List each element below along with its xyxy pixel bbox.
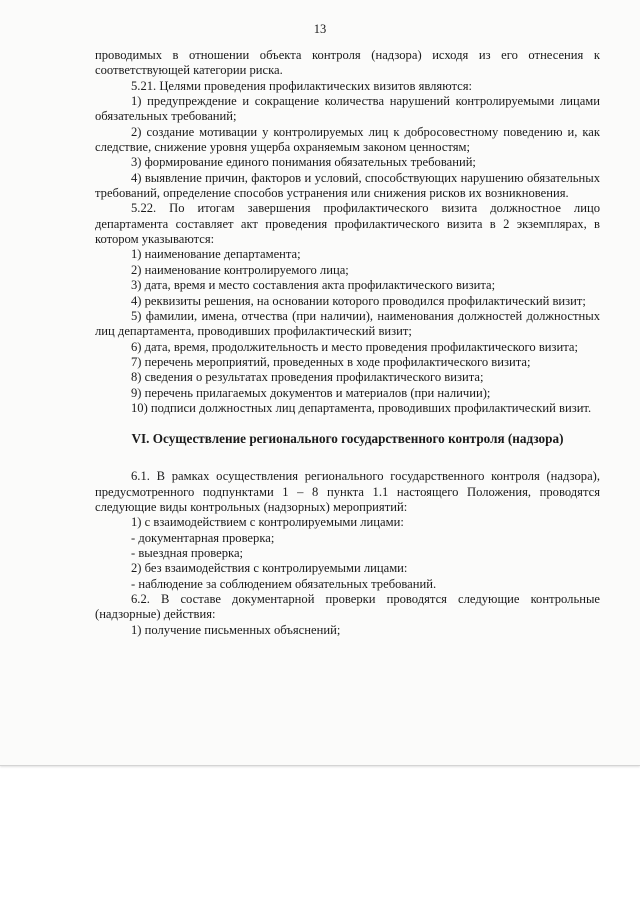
document-body xyxy=(95,48,600,638)
list-item: 3) дата, время и место составления акта профилактического визита; xyxy=(131,278,496,293)
list-item: 6) дата, время, продолжительность и место проведения профилактического визита; xyxy=(131,339,578,354)
list-item: 5) фамилии, имена, отчества (при наличии), наименования должностей должностных лиц департамента, проводивших профилактический визит; xyxy=(95,308,600,339)
list-item: 1) получение письменных объяснений; xyxy=(131,622,341,637)
list-item: 1) наименование департамента; xyxy=(131,247,301,262)
list-item: 1) с взаимодействием с контролируемыми лицами: xyxy=(131,515,404,530)
paragraph-5-22: 5.22. По итогам завершения профилактического визита должностное лицо департамента составляет акт проведения профилактического визита в 2 экземплярах, в котором указываются: xyxy=(95,201,600,247)
list-item: 8) сведения о результатах проведения профилактического визита; xyxy=(131,370,484,385)
paragraph-6-2: 6.2. В составе документарной проверки проводятся следующие контрольные (надзорные) действия: xyxy=(95,592,600,622)
page-number: 13 xyxy=(313,22,327,36)
paragraph: проводимых в отношении объекта контроля (надзора) исходя из его отнесения к соответствующей категории риска. xyxy=(95,48,600,78)
list-item: 3) формирование единого понимания обязательных требований; xyxy=(131,155,476,170)
list-item: 1) предупреждение и сокращение количества нарушений контролируемыми лицами обязательных требований; xyxy=(95,94,600,124)
section-heading: VI. Осуществление регионального государственного контроля (надзора) xyxy=(131,431,564,447)
list-item: 9) перечень прилагаемых документов и материалов (при наличии); xyxy=(131,385,491,400)
list-item: 2) наименование контролируемого лица; xyxy=(131,262,349,277)
list-item: - выездная проверка; xyxy=(131,545,244,560)
list-item: 10) подписи должностных лиц департамента, проводивших профилактический визит. xyxy=(131,400,592,415)
list-item: 4) реквизиты решения, на основании которого проводился профилактический визит; xyxy=(131,293,586,308)
list-item: 2) без взаимодействия с контролируемыми лицами: xyxy=(131,561,408,576)
list-item: 7) перечень мероприятий, проведенных в ходе профилактического визита; xyxy=(131,354,531,369)
paragraph-5-21: 5.21. Целями проведения профилактических визитов являются: xyxy=(131,78,472,93)
list-item: - документарная проверка; xyxy=(131,530,275,545)
list-item: - наблюдение за соблюдением обязательных требований. xyxy=(131,576,437,591)
paragraph-6-1: 6.1. В рамках осуществления регионального государственного контроля (надзора), предусмотренного подпунктами 1 – 8 пункта 1.1 настоящего Положения, проводятся следующие виды контрольных (надзорных) мероприятий: xyxy=(95,469,600,514)
list-item: 4) выявление причин, факторов и условий, способствующих нарушению обязательных требований, определение способов устранения или снижения рисков их возникновения. xyxy=(95,170,600,201)
list-item: 2) создание мотивации у контролируемых лиц к добросовестному поведению и, как следствие, снижение уровня ущерба охраняемым законом ценностям; xyxy=(95,124,600,155)
